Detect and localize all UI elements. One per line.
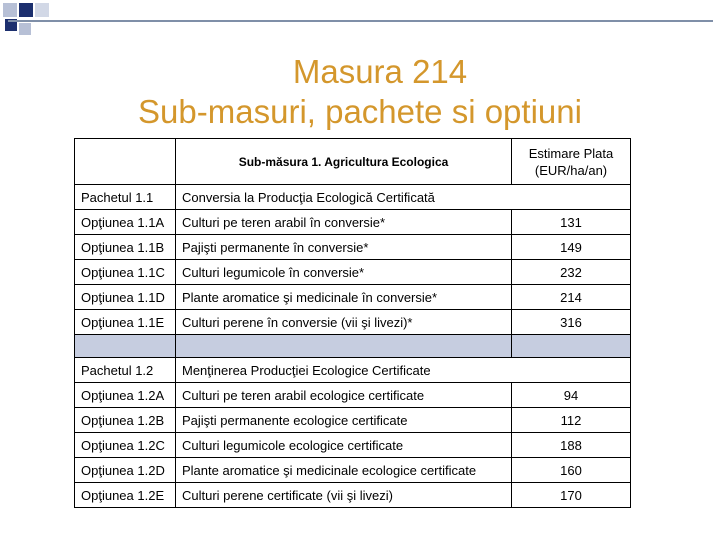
table-row	[75, 235, 631, 260]
estimate-header: Estimare Plata (EUR/ha/an)	[512, 139, 631, 185]
option-code: Opţiunea 1.1C	[75, 260, 176, 285]
option-name: Pajişti permanente în conversie*	[176, 235, 512, 260]
option-code: Opţiunea 1.2E	[75, 483, 176, 508]
table-row	[75, 383, 631, 408]
table-row	[75, 260, 631, 285]
package-name: Menţinerea Producţiei Ecologice Certificate	[176, 358, 512, 383]
option-value: 316	[512, 310, 631, 335]
option-value: 214	[512, 285, 631, 310]
table-row	[75, 285, 631, 310]
option-value: 160	[512, 458, 631, 483]
options-table	[74, 138, 631, 508]
package-row	[75, 185, 631, 210]
option-value: 131	[512, 210, 631, 235]
option-code: Opţiunea 1.2B	[75, 408, 176, 433]
table-row	[75, 210, 631, 235]
page-title-line2: Sub-masuri, pachete si optiuni	[138, 93, 582, 130]
spacer-row	[75, 335, 631, 358]
option-name: Culturi perene în conversie (vii şi livezi)*	[176, 310, 512, 335]
option-code: Opţiunea 1.1D	[75, 285, 176, 310]
corner-decoration	[0, 0, 60, 44]
option-code: Opţiunea 1.2C	[75, 433, 176, 458]
package-name: Conversia la Producţia Ecologică Certificată	[176, 185, 512, 210]
option-name: Culturi legumicole în conversie*	[176, 260, 512, 285]
deco-square-light	[19, 23, 31, 35]
package-code: Pachetul 1.1	[75, 185, 176, 210]
table-row	[75, 433, 631, 458]
package-code: Pachetul 1.2	[75, 358, 176, 383]
option-code: Opţiunea 1.1B	[75, 235, 176, 260]
table-row	[75, 458, 631, 483]
deco-square-light	[3, 3, 17, 17]
option-code: Opţiunea 1.2D	[75, 458, 176, 483]
option-code: Opţiunea 1.1A	[75, 210, 176, 235]
option-name: Culturi pe teren arabil ecologice certificate	[176, 383, 512, 408]
option-name: Culturi legumicole ecologice certificate	[176, 433, 512, 458]
option-name: Culturi pe teren arabil în conversie*	[176, 210, 512, 235]
deco-square-light	[35, 3, 49, 17]
package-empty	[512, 358, 631, 383]
option-value: 170	[512, 483, 631, 508]
spacer-cell	[75, 335, 176, 358]
option-name: Plante aromatice şi medicinale în conversie*	[176, 285, 512, 310]
option-value: 94	[512, 383, 631, 408]
option-name: Plante aromatice şi medicinale ecologice certificate	[176, 458, 512, 483]
package-empty	[512, 185, 631, 210]
option-name: Pajişti permanente ecologice certificate	[176, 408, 512, 433]
option-name: Culturi perene certificate (vii şi livezi)	[176, 483, 512, 508]
table-header-row	[75, 139, 631, 185]
header-rule	[8, 20, 713, 22]
table-row	[75, 310, 631, 335]
package-2-options	[75, 383, 631, 508]
option-value: 232	[512, 260, 631, 285]
page-title-line1: Masura 214	[292, 53, 468, 90]
package-1-options	[75, 210, 631, 335]
deco-square-dark	[19, 3, 33, 17]
submeasure-header: Sub-măsura 1. Agricultura Ecologica	[176, 139, 512, 185]
table-row	[75, 483, 631, 508]
option-value: 112	[512, 408, 631, 433]
table-row	[75, 408, 631, 433]
option-code: Opţiunea 1.2A	[75, 383, 176, 408]
spacer-cell	[176, 335, 512, 358]
header-empty-cell	[75, 139, 176, 185]
package-row	[75, 358, 631, 383]
option-value: 149	[512, 235, 631, 260]
option-value: 188	[512, 433, 631, 458]
spacer-cell	[512, 335, 631, 358]
option-code: Opţiunea 1.1E	[75, 310, 176, 335]
